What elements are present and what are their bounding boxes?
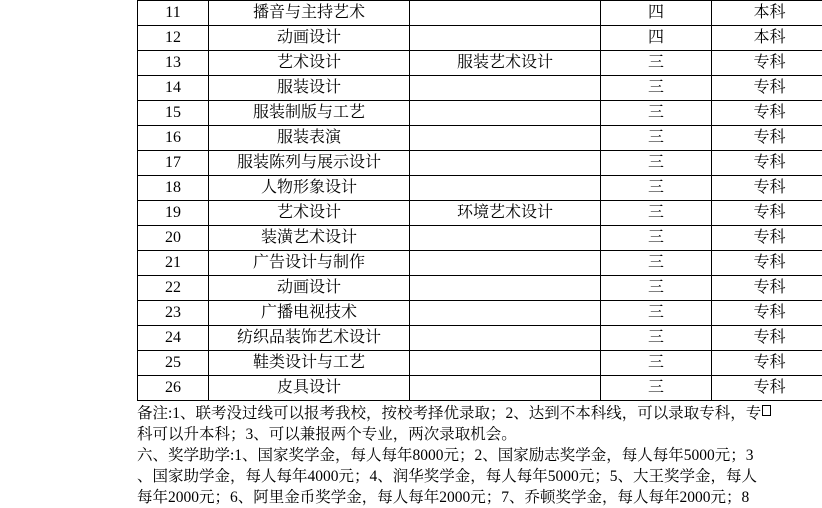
cell-years: 三: [601, 301, 712, 326]
cell-major: 纺织品装饰艺术设计: [209, 326, 410, 351]
table-row: [138, 26, 822, 51]
cell-major: 服装表演: [209, 126, 410, 151]
cell-years: 四: [601, 1, 712, 26]
table-row: [138, 51, 822, 76]
cell-direction: [410, 276, 601, 301]
cell-level: 专科: [712, 226, 822, 251]
notes-block: [137, 401, 822, 508]
cell-years: 三: [601, 226, 712, 251]
cell-major: 装潢艺术设计: [209, 226, 410, 251]
note-line-3: 六、奖学助学:1、国家奖学金，每人每年8000元；2、国家励志奖学金，每人每年5000元；3: [137, 445, 822, 466]
cell-major: 鞋类设计与工艺: [209, 351, 410, 376]
cell-major: 播音与主持艺术: [209, 1, 410, 26]
cell-level: 专科: [712, 176, 822, 201]
cell-direction: [410, 76, 601, 101]
cell-level: 专科: [712, 76, 822, 101]
cell-level: 本科: [712, 26, 822, 51]
table-row: [138, 301, 822, 326]
cell-index: 21: [138, 251, 209, 276]
cell-major: 艺术设计: [209, 201, 410, 226]
cell-direction: [410, 1, 601, 26]
cell-years: 三: [601, 51, 712, 76]
cell-direction: [410, 126, 601, 151]
cell-level: 专科: [712, 126, 822, 151]
table-row: [138, 176, 822, 201]
cell-major: 动画设计: [209, 26, 410, 51]
note-line-2: 科可以升本科；3、可以兼报两个专业，两次录取机会。: [137, 424, 822, 445]
cell-index: 11: [138, 1, 209, 26]
cell-major: 服装设计: [209, 76, 410, 101]
table-row: [138, 151, 822, 176]
cell-direction: [410, 326, 601, 351]
cell-index: 20: [138, 226, 209, 251]
cell-index: 26: [138, 376, 209, 401]
cell-direction: 环境艺术设计: [410, 201, 601, 226]
majors-table: [137, 0, 822, 401]
cell-years: 三: [601, 176, 712, 201]
cell-years: 三: [601, 76, 712, 101]
note-line-4: 、国家助学金，每人每年4000元；4、润华奖学金，每人每年5000元；5、大王奖学金，每人: [137, 466, 822, 487]
majors-table-body: [138, 1, 822, 401]
cell-major: 动画设计: [209, 276, 410, 301]
cell-direction: [410, 176, 601, 201]
cell-direction: 服装艺术设计: [410, 51, 601, 76]
cell-direction: [410, 376, 601, 401]
cell-major: 人物形象设计: [209, 176, 410, 201]
cell-direction: [410, 226, 601, 251]
note-line-1: [137, 403, 822, 424]
table-row: [138, 226, 822, 251]
form-feed-mark-icon: [762, 405, 771, 416]
cell-years: 三: [601, 351, 712, 376]
cell-level: 专科: [712, 151, 822, 176]
cell-major: 服装制版与工艺: [209, 101, 410, 126]
table-row: [138, 351, 822, 376]
table-row: [138, 326, 822, 351]
table-row: [138, 101, 822, 126]
cell-index: 22: [138, 276, 209, 301]
cell-major: 广告设计与制作: [209, 251, 410, 276]
cell-direction: [410, 101, 601, 126]
cell-level: 专科: [712, 276, 822, 301]
table-row: [138, 376, 822, 401]
cell-years: 四: [601, 26, 712, 51]
cell-index: 13: [138, 51, 209, 76]
cell-level: 专科: [712, 201, 822, 226]
cell-index: 25: [138, 351, 209, 376]
table-row: [138, 126, 822, 151]
cell-level: 本科: [712, 1, 822, 26]
cell-index: 19: [138, 201, 209, 226]
cell-level: 专科: [712, 376, 822, 401]
table-row: [138, 276, 822, 301]
cell-level: 专科: [712, 301, 822, 326]
cell-major: 皮具设计: [209, 376, 410, 401]
cell-direction: [410, 151, 601, 176]
cell-major: 艺术设计: [209, 51, 410, 76]
table-row: [138, 251, 822, 276]
cell-direction: [410, 351, 601, 376]
cell-index: 24: [138, 326, 209, 351]
cell-level: 专科: [712, 51, 822, 76]
cell-years: 三: [601, 151, 712, 176]
table-row: [138, 201, 822, 226]
cell-level: 专科: [712, 101, 822, 126]
cell-direction: [410, 26, 601, 51]
cell-index: 18: [138, 176, 209, 201]
note-line-1-text: 备注:1、联考没过线可以报考我校，按校考择优录取；2、达到不本科线，可以录取专科，专: [137, 405, 761, 422]
cell-years: 三: [601, 326, 712, 351]
cell-level: 专科: [712, 326, 822, 351]
cell-index: 15: [138, 101, 209, 126]
cell-index: 17: [138, 151, 209, 176]
note-line-5: 每年2000元；6、阿里金币奖学金，每人每年2000元；7、乔顿奖学金，每人每年2000元；8: [137, 487, 822, 508]
cell-index: 23: [138, 301, 209, 326]
table-row: [138, 76, 822, 101]
cell-index: 14: [138, 76, 209, 101]
cell-level: 专科: [712, 351, 822, 376]
cell-index: 16: [138, 126, 209, 151]
cell-major: 广播电视技术: [209, 301, 410, 326]
cell-direction: [410, 251, 601, 276]
cell-level: 专科: [712, 251, 822, 276]
cell-index: 12: [138, 26, 209, 51]
cell-major: 服装陈列与展示设计: [209, 151, 410, 176]
cell-direction: [410, 301, 601, 326]
cell-years: 三: [601, 126, 712, 151]
cell-years: 三: [601, 251, 712, 276]
table-row: [138, 1, 822, 26]
cell-years: 三: [601, 376, 712, 401]
cell-years: 三: [601, 101, 712, 126]
cell-years: 三: [601, 276, 712, 301]
cell-years: 三: [601, 201, 712, 226]
